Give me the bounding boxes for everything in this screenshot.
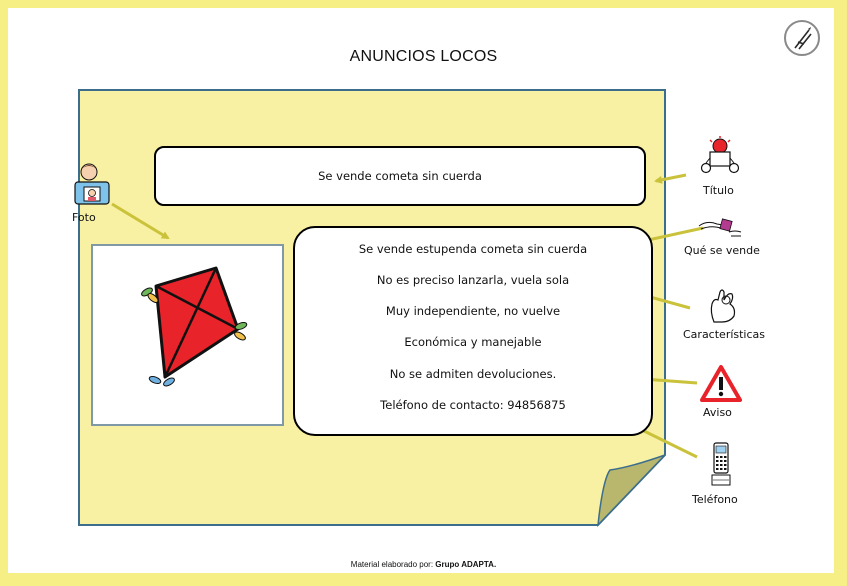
label-aviso: Aviso — [703, 406, 732, 419]
kite-image — [93, 246, 282, 424]
hand-gesture-icon — [706, 286, 740, 324]
camera-person-icon — [72, 160, 114, 206]
label-foto: Foto — [72, 211, 96, 224]
footer-credit — [0, 560, 847, 569]
label-titulo: Título — [703, 184, 734, 197]
ad-line: Teléfono de contacto: 94856875 — [380, 398, 566, 412]
ad-title-box — [154, 146, 646, 206]
photo-frame — [91, 244, 284, 426]
ad-line: Económica y manejable — [404, 335, 542, 349]
ad-line: Se vende estupenda cometa sin cuerda — [358, 242, 588, 256]
alarm-light-icon — [698, 136, 742, 178]
ad-line: Muy independiente, no vuelve — [385, 304, 561, 318]
ad-description-box — [293, 226, 653, 436]
label-telefono: Teléfono — [692, 493, 738, 506]
warning-icon — [700, 365, 742, 403]
page-title: ANUNCIOS LOCOS — [349, 48, 498, 65]
footer-author: Grupo ADAPTA. — [435, 560, 497, 569]
ad-line: No es preciso lanzarla, vuela sola — [376, 273, 570, 287]
ad-title: Se vende cometa sin cuerda — [318, 169, 482, 183]
hands-exchange-icon — [697, 216, 743, 240]
label-que-se-vende: Qué se vende — [684, 244, 760, 257]
footer-prefix: Material elaborado por: — [350, 560, 436, 569]
ad-line: No se admiten devoluciones. — [389, 367, 557, 381]
label-caracteristicas: Características — [683, 328, 766, 341]
phone-icon — [711, 441, 731, 491]
